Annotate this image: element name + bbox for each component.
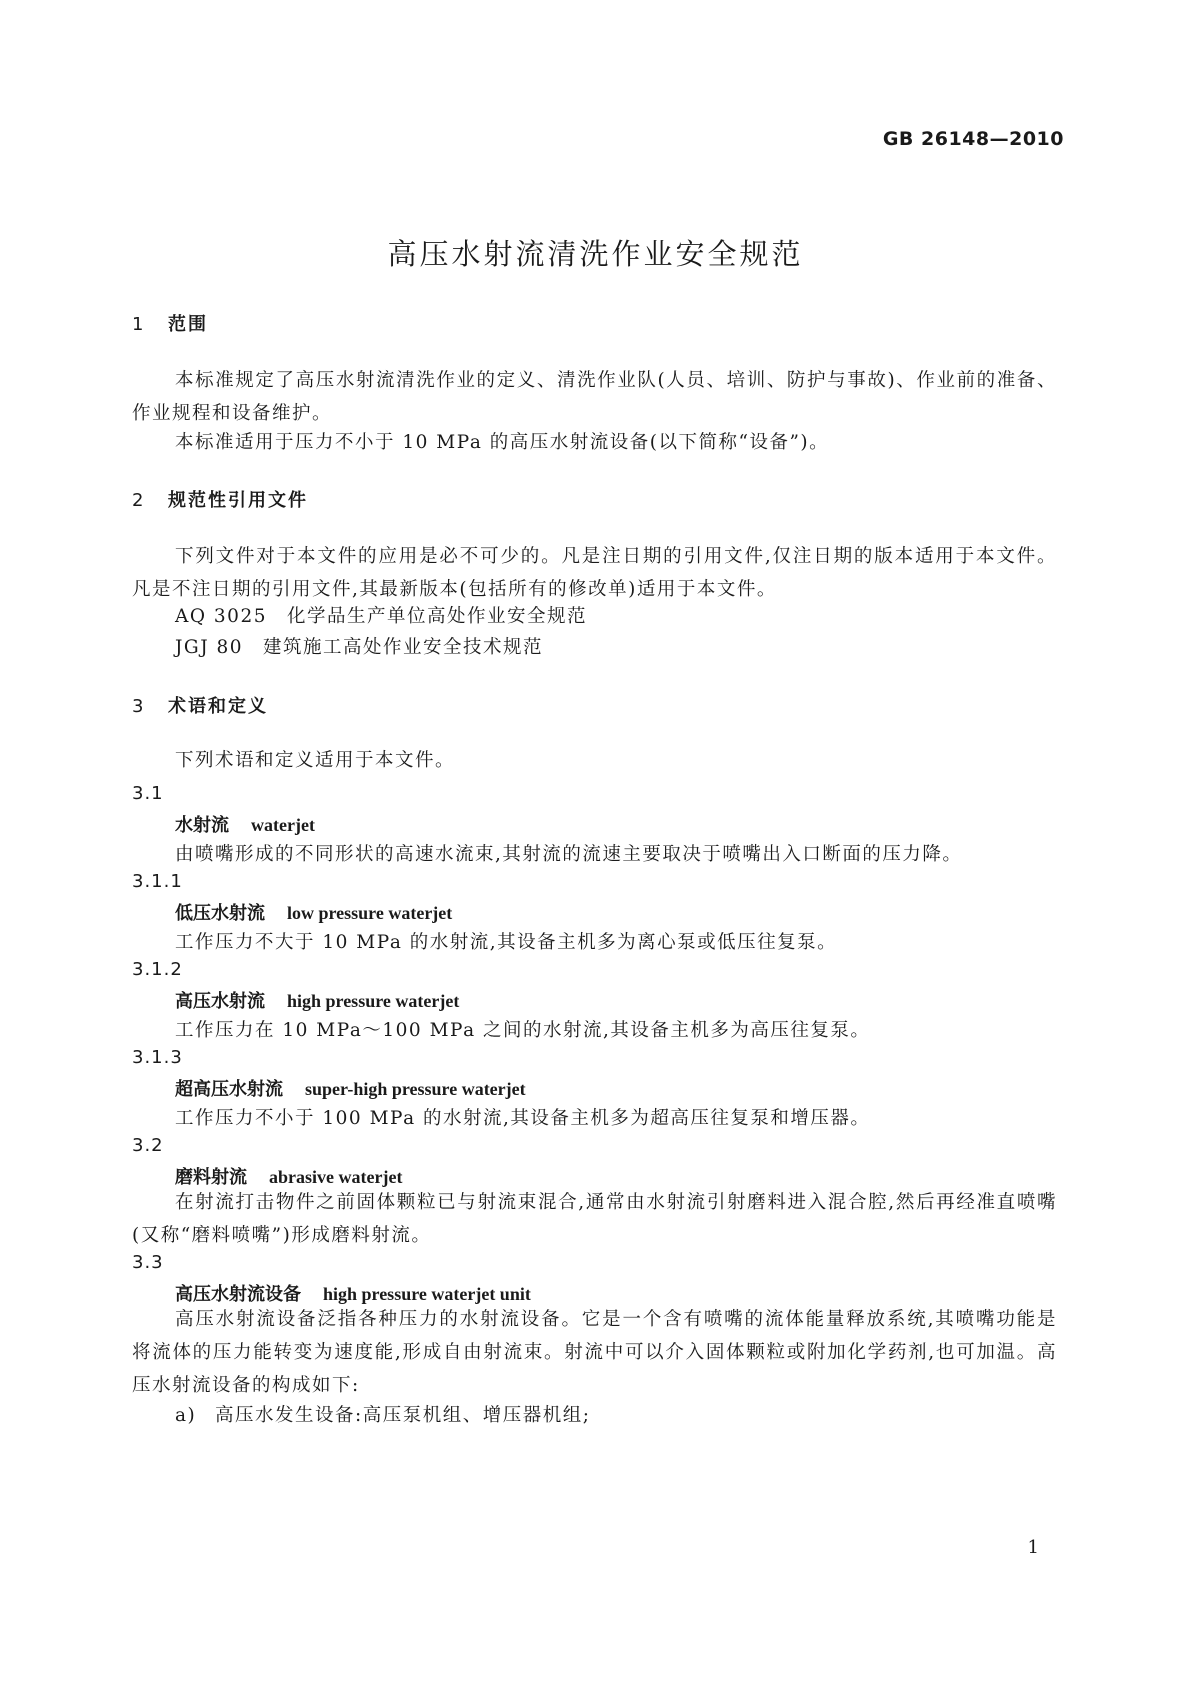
term-definition: 工作压力在 10 MPa～100 MPa 之间的水射流,其设备主机多为高压往复泵。 [175, 1020, 871, 1041]
term-zh: 高压水射流 [175, 991, 265, 1012]
standard-code: GB 26148—2010 [882, 128, 1064, 150]
page-number: 1 [1027, 1537, 1039, 1558]
document-title: 高压水射流清洗作业安全规范 [387, 237, 804, 271]
section-heading-references [132, 486, 308, 512]
reference-item [175, 602, 587, 628]
section-title: 范围 [168, 314, 208, 335]
section-heading-scope [132, 310, 208, 336]
scope-paragraph-2: 本标准适用于压力不小于 10 MPa 的高压水射流设备(以下简称“设备”)。 [175, 432, 830, 453]
list-marker: a) [175, 1405, 197, 1426]
section-number: 2 [132, 490, 146, 511]
reference-title: 化学品生产单位高处作业安全规范 [287, 606, 588, 627]
list-item [175, 1401, 590, 1427]
term-en: low pressure waterjet [287, 903, 453, 923]
term-zh: 磨料射流 [175, 1167, 247, 1188]
term-en: waterjet [251, 815, 315, 835]
section-number: 3 [132, 696, 146, 717]
reference-code: JGJ 80 [175, 637, 244, 658]
reference-title: 建筑施工高处作业安全技术规范 [263, 637, 544, 658]
clause-number: 3.2 [132, 1135, 164, 1156]
clause-number: 3.1.2 [132, 959, 183, 980]
term-heading [175, 811, 315, 837]
term-heading [175, 1075, 526, 1101]
term-heading [175, 987, 459, 1013]
section-title: 规范性引用文件 [168, 490, 308, 511]
section-title: 术语和定义 [168, 696, 268, 717]
section-number: 1 [132, 314, 146, 335]
term-zh: 水射流 [175, 815, 229, 836]
clause-number: 3.1.3 [132, 1047, 183, 1068]
section-heading-terms [132, 692, 268, 718]
terms-intro: 下列术语和定义适用于本文件。 [175, 750, 456, 771]
term-heading [175, 899, 452, 925]
term-zh: 低压水射流 [175, 903, 265, 924]
scope-paragraph-1: 本标准规定了高压水射流清洗作业的定义、清洗作业队(人员、培训、防护与事故)、作业前的准备、作业规程和设备维护。 [132, 370, 1057, 424]
term-en: high pressure waterjet unit [323, 1284, 531, 1304]
term-en: abrasive waterjet [269, 1167, 403, 1187]
reference-item [175, 633, 543, 659]
clause-number: 3.1.1 [132, 871, 183, 892]
clause-number: 3.3 [132, 1252, 164, 1273]
term-en: super-high pressure waterjet [305, 1079, 526, 1099]
term-zh: 高压水射流设备 [175, 1284, 301, 1305]
reference-code: AQ 3025 [175, 606, 267, 627]
term-definition: 在射流打击物件之前固体颗粒已与射流束混合,通常由水射流引射磨料进入混合腔,然后再经准直喷嘴(又称“磨料喷嘴”)形成磨料射流。 [132, 1192, 1057, 1246]
term-definition: 由喷嘴形成的不同形状的高速水流束,其射流的流速主要取决于喷嘴出入口断面的压力降。 [175, 844, 963, 865]
term-definition: 高压水射流设备泛指各种压力的水射流设备。它是一个含有喷嘴的流体能量释放系统,其喷嘴功能是将流体的压力能转变为速度能,形成自由射流束。射流中可以介入固体颗粒或附加化学药剂,也可加温。高压水射流设备的构成如下: [132, 1309, 1057, 1396]
term-en: high pressure waterjet [287, 991, 460, 1011]
term-zh: 超高压水射流 [175, 1079, 283, 1100]
term-definition: 工作压力不大于 10 MPa 的水射流,其设备主机多为离心泵或低压往复泵。 [175, 932, 838, 953]
references-intro: 下列文件对于本文件的应用是必不可少的。凡是注日期的引用文件,仅注日期的版本适用于本文件。凡是不注日期的引用文件,其最新版本(包括所有的修改单)适用于本文件。 [132, 546, 1057, 600]
term-definition: 工作压力不小于 100 MPa 的水射流,其设备主机多为超高压往复泵和增压器。 [175, 1108, 871, 1129]
clause-number: 3.1 [132, 783, 164, 804]
list-text: 高压水发生设备:高压泵机组、增压器机组; [215, 1405, 591, 1426]
